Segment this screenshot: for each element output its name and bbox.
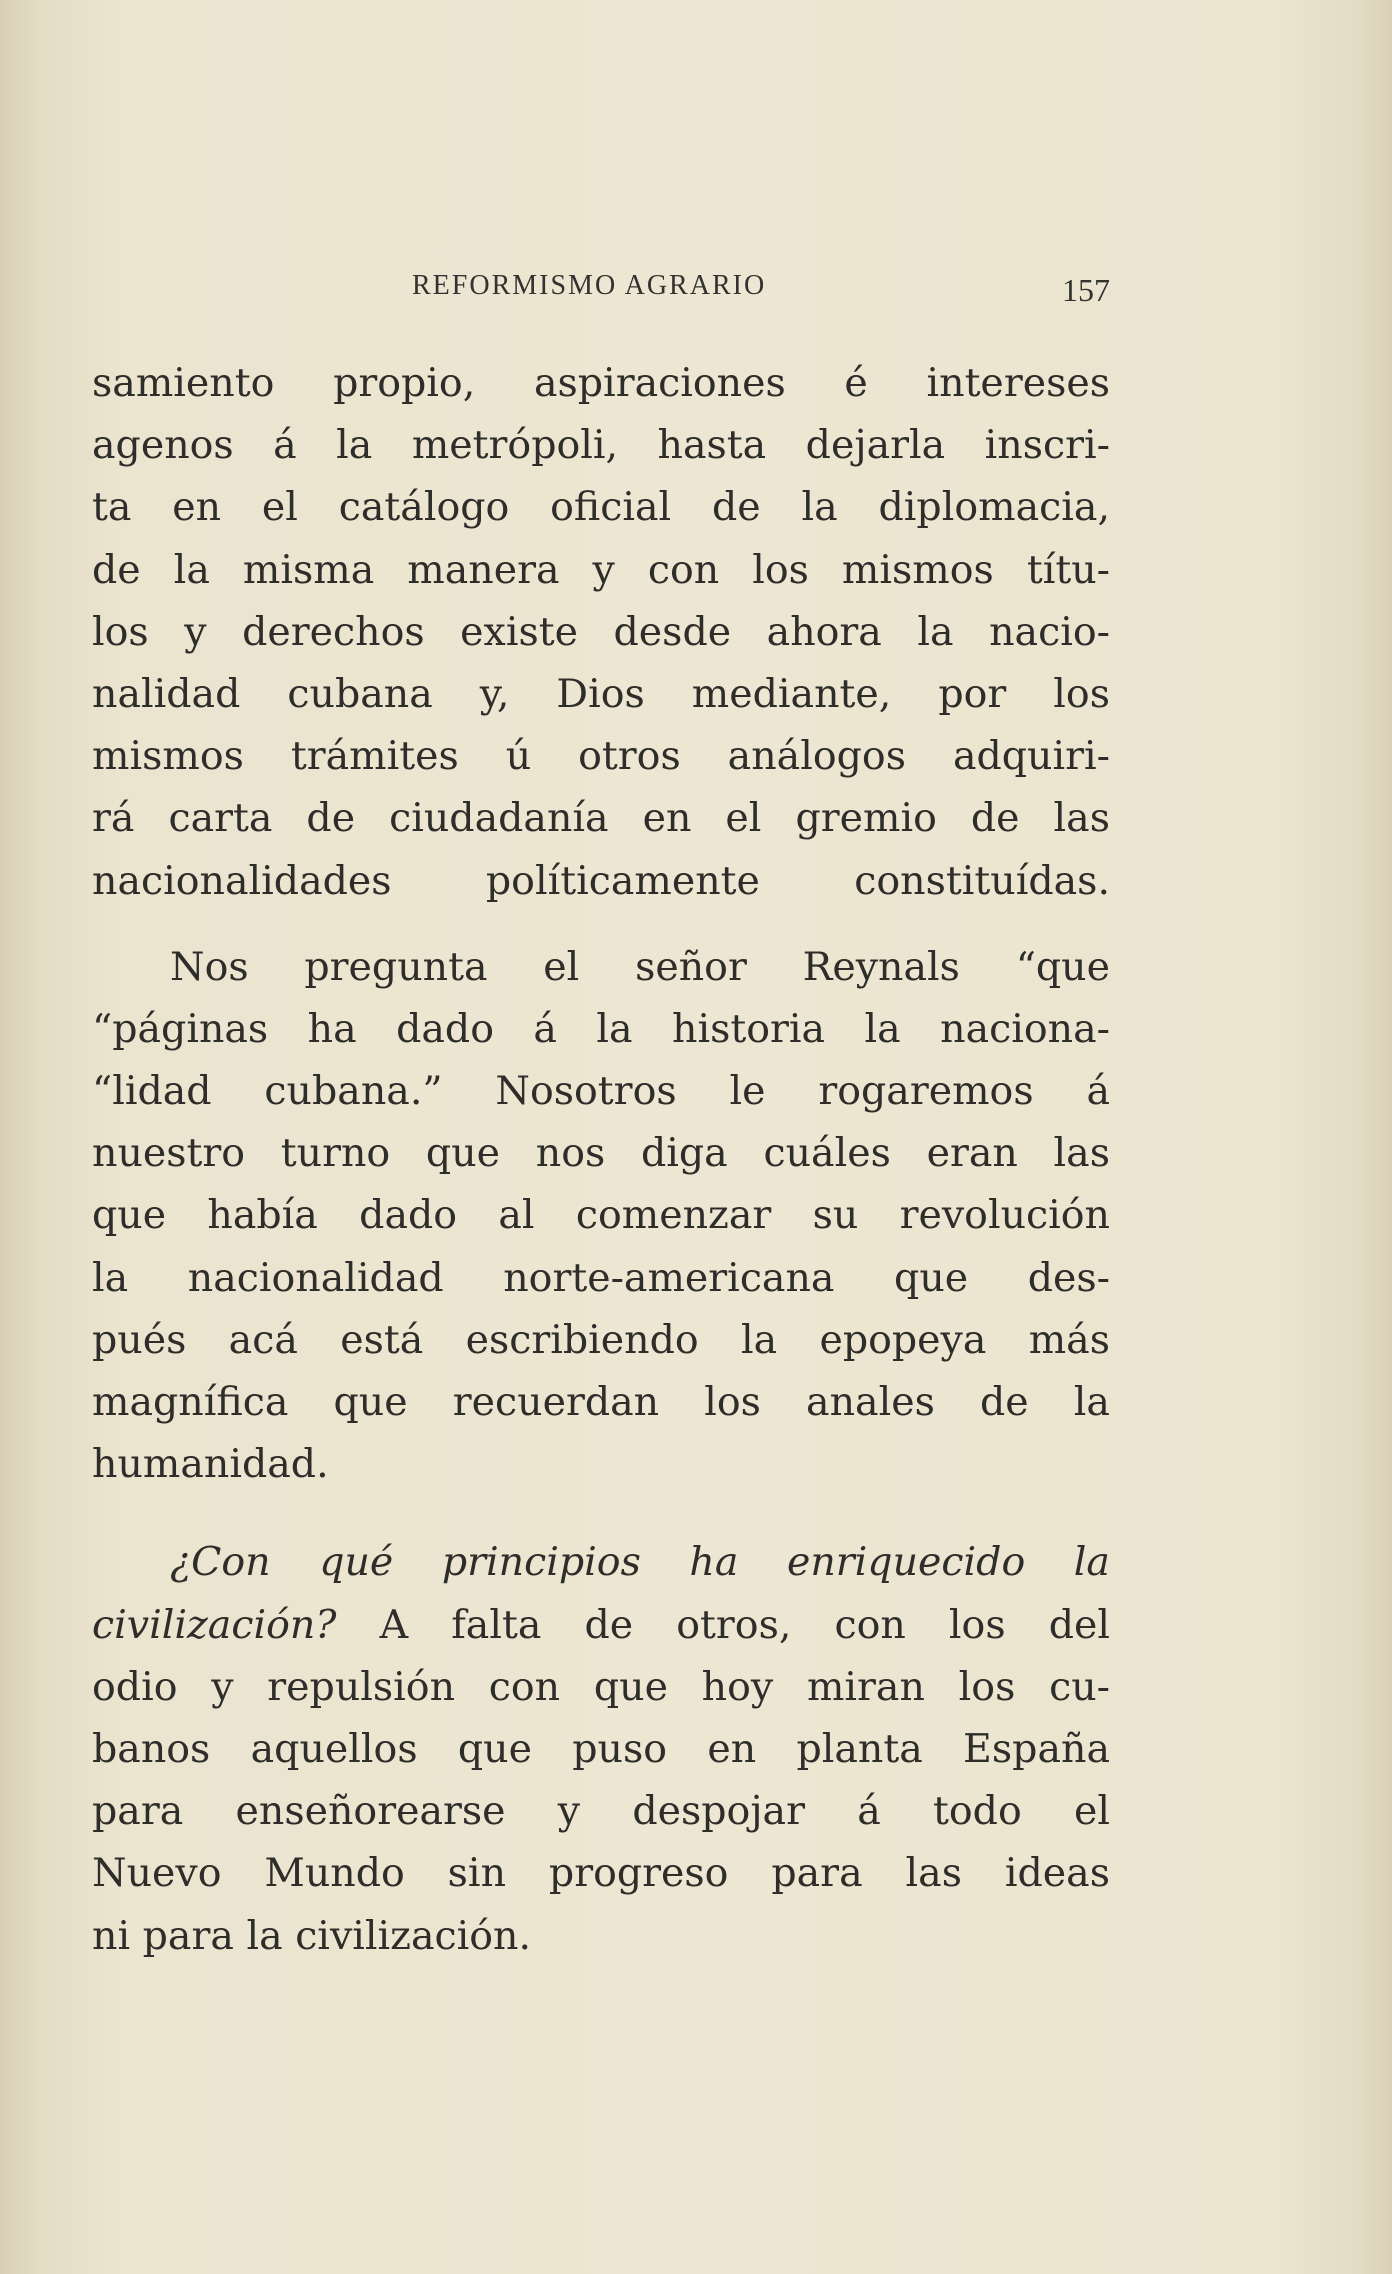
italic-question-line: ¿Con qué principios ha enriquecido la [170,1539,1110,1586]
text-line-mixed [92,1594,1110,1656]
text-line: los y derechos existe desde ahora la nacio- [92,608,1110,655]
paragraph-3 [92,1531,1110,1966]
text-line: magnífica que recuerdan los anales de la [92,1379,1110,1425]
running-title: REFORMISMO AGRARIO [412,270,767,301]
text-line: “páginas ha dado á la historia la naciona- [92,1005,1110,1052]
paragraph-gap [92,912,1110,936]
text-line: nuestro turno que nos diga cuáles eran las [92,1130,1110,1177]
paragraph-2 [92,936,1110,1496]
text-line: de la misma manera y con los mismos títu- [92,546,1110,593]
text-line: humanidad. [92,1441,329,1488]
paragraph-gap [92,1495,1110,1531]
text-line: samiento propio, aspiraciones é intereses [92,360,1110,406]
text-line: la nacionalidad norte-americana que des- [92,1254,1110,1301]
text-line: rá carta de ciudadanía en el gremio de las [92,795,1110,842]
text-line: odio y repulsión con que hoy miran los cu- [92,1663,1110,1710]
text-line: que había dado al comenzar su revolución [92,1192,1110,1239]
text-line: mismos trámites ú otros análogos adquiri- [92,733,1110,780]
text-line: agenos á la metrópoli, hasta dejarla inscri- [92,422,1110,469]
text-line: pués acá está escribiendo la epopeya más [92,1316,1110,1363]
text-line: para enseñorearse y despojar á todo el [92,1788,1110,1835]
text-line: Nuevo Mundo sin progreso para las ideas [92,1850,1110,1897]
text-line: ni para la civilización. [92,1912,532,1959]
text-line: Nos pregunta el señor Reynals “que [170,943,1110,990]
text-span: A falta de otros, con los del [336,1601,1110,1648]
italic-question-end: civilización? [92,1601,337,1648]
text-line: banos aquellos que puso en planta España [92,1725,1110,1772]
body-text [92,352,1110,1967]
text-line: nacionalidades políticamente constituídas. [92,857,1110,904]
text-line: ta en el catálogo oficial de la diplomacia, [92,484,1110,531]
paragraph-1 [92,352,1110,912]
text-line: “lidad cubana.” Nosotros le rogaremos á [92,1068,1110,1115]
page-number: 157 [1062,272,1110,308]
running-header [92,270,1110,310]
text-line: nalidad cubana y, Dios mediante, por los [92,670,1110,717]
